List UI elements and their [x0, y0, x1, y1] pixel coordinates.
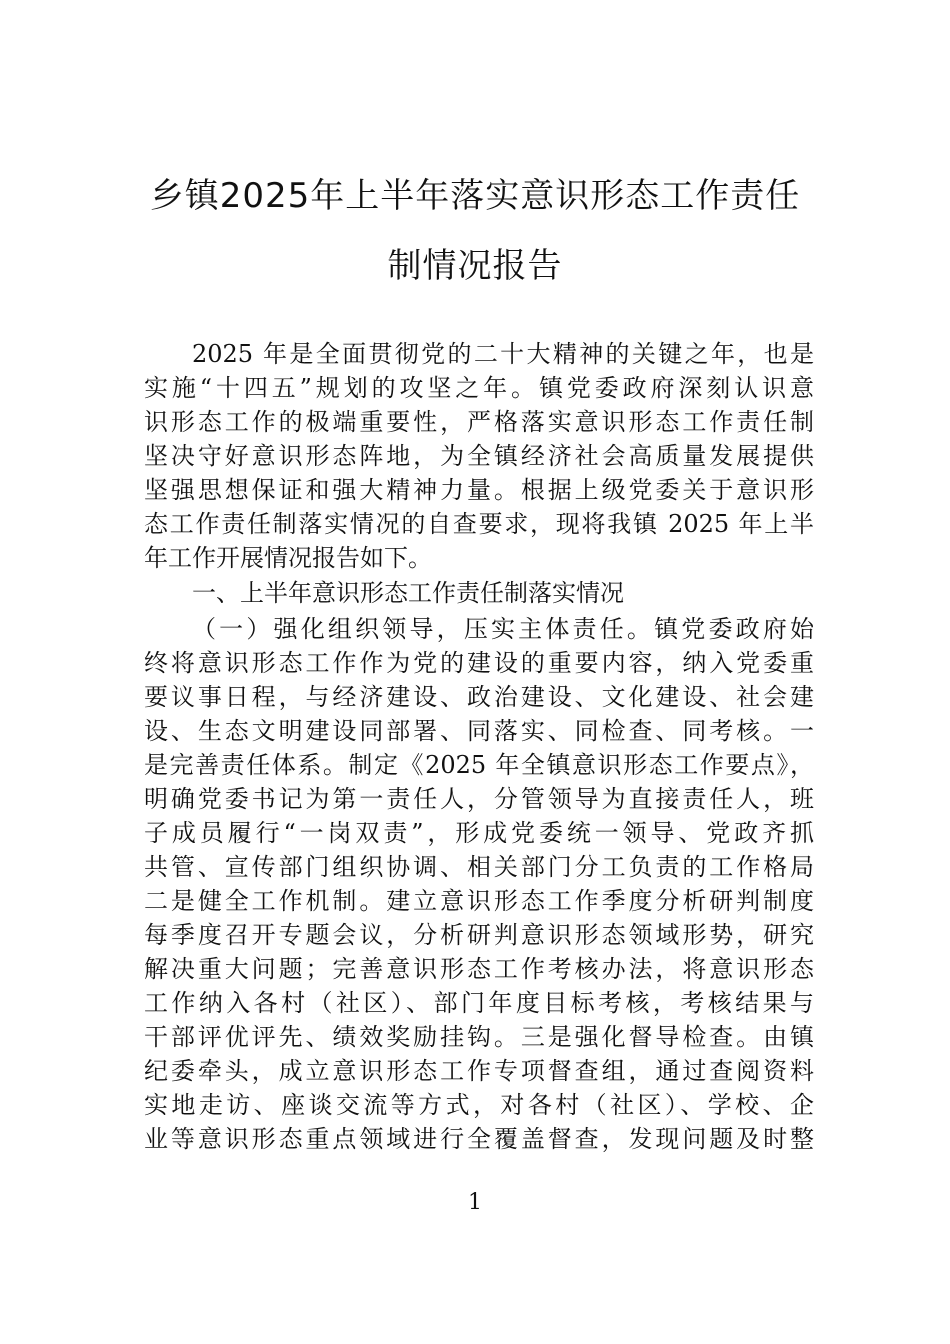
body-line: 共管、宣传部门组织协调、相关部门分工负责的工作格局	[144, 853, 814, 881]
page-number: 1	[468, 1190, 482, 1215]
body-line: （一）强化组织领导，压实主体责任。镇党委政府始	[192, 615, 814, 643]
body-line: 子成员履行“一岗双责”，形成党委统一领导、党政齐抓	[144, 819, 814, 847]
body-line: 态工作责任制落实情况的自查要求，现将我镇 2025 年上半	[144, 510, 814, 538]
body-line: 每季度召开专题会议，分析研判意识形态领域形势，研究	[144, 921, 814, 949]
body-line: 坚强思想保证和强大精神力量。根据上级党委关于意识形	[144, 476, 814, 504]
body-line: 年工作开展情况报告如下。	[144, 544, 432, 572]
body-line: 干部评优评先、绩效奖励挂钩。三是强化督导检查。由镇	[144, 1023, 814, 1051]
body-line: 二是健全工作机制。建立意识形态工作季度分析研判制度	[144, 887, 814, 915]
document-title-line-1: 乡镇2025年上半年落实意识形态工作责任	[149, 176, 801, 216]
body-line: 工作纳入各村（社区）、部门年度目标考核，考核结果与	[144, 989, 814, 1017]
body-line: 坚决守好意识形态阵地，为全镇经济社会高质量发展提供	[144, 442, 814, 470]
body-line: 2025 年是全面贯彻党的二十大精神的关键之年，也是	[192, 340, 814, 368]
body-line: 纪委牵头，成立意识形态工作专项督查组，通过查阅资料	[144, 1057, 814, 1085]
body-line: 识形态工作的极端重要性，严格落实意识形态工作责任制	[144, 408, 814, 436]
body-line: 明确党委书记为第一责任人，分管领导为直接责任人，班	[144, 785, 814, 813]
body-line: 设、生态文明建设同部署、同落实、同检查、同考核。一	[144, 717, 814, 745]
body-line: 解决重大问题；完善意识形态工作考核办法，将意识形态	[144, 955, 814, 983]
body-line: 实地走访、座谈交流等方式，对各村（社区）、学校、企	[144, 1091, 814, 1119]
body-line: 是完善责任体系。制定《2025 年全镇意识形态工作要点》，	[144, 751, 814, 779]
body-line: 实施“十四五”规划的攻坚之年。镇党委政府深刻认识意	[144, 374, 814, 402]
document-title-line-2: 制情况报告	[387, 246, 563, 286]
section-heading: 一、上半年意识形态工作责任制落实情况	[192, 579, 624, 607]
body-line: 要议事日程，与经济建设、政治建设、文化建设、社会建	[144, 683, 814, 711]
body-line: 业等意识形态重点领域进行全覆盖督查，发现问题及时整	[144, 1125, 814, 1153]
body-line: 终将意识形态工作作为党的建设的重要内容，纳入党委重	[144, 649, 814, 677]
